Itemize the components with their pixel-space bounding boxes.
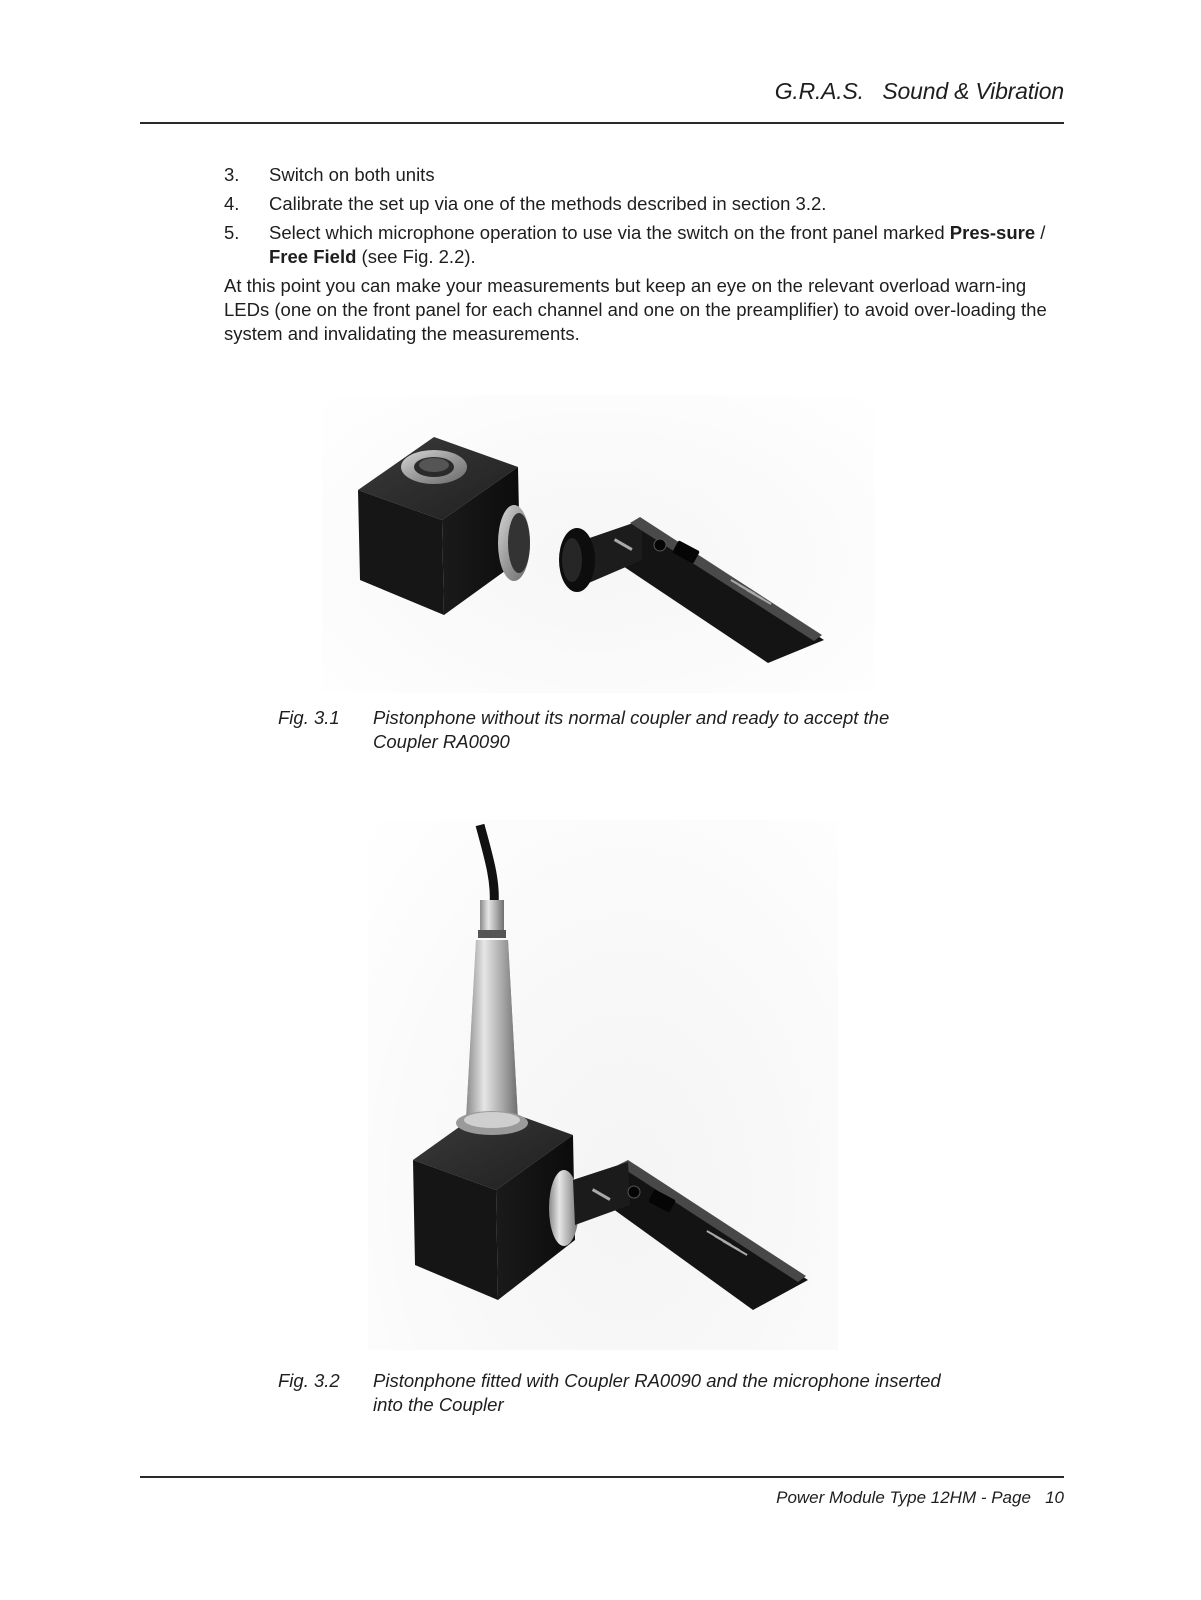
step-text: Calibrate the set up via one of the methods described in section 3.2. — [269, 193, 827, 214]
step-number: 3. — [224, 164, 240, 185]
step-text-part: (see Fig. 2.2). — [356, 246, 476, 267]
list-item — [224, 221, 1054, 269]
figure-caption-text: Pistonphone without its normal coupler and ready to accept the Coupler RA0090 — [373, 707, 890, 752]
footer-rule — [140, 1476, 1064, 1478]
steps-list — [224, 163, 1054, 274]
step-number: 4. — [224, 193, 240, 214]
figure-caption-text: Pistonphone fitted with Coupler RA0090 and the microphone inserted into the Coupler — [373, 1370, 941, 1415]
page-footer: Power Module Type 12HM - Page 10 — [776, 1488, 1064, 1507]
header-title: G.R.A.S. Sound & Vibration — [774, 78, 1064, 104]
step-text: Switch on both units — [269, 164, 435, 185]
figure-label: Fig. 3.1 — [278, 707, 340, 728]
bold-term-free-field: Free Field — [269, 246, 357, 267]
bold-term-pressure: Pres-sure — [949, 222, 1036, 243]
figure-3-2-photo — [368, 820, 838, 1350]
list-item — [224, 163, 1054, 187]
header-rule — [140, 122, 1064, 124]
body-paragraph: At this point you can make your measurements but keep an eye on the relevant overload warn-ing LEDs (one on the front panel for each channel and one on the preamplifier) to avoid over-loading the system and invalidating the measurements. — [224, 275, 1047, 344]
figure-3-2-caption — [278, 1369, 943, 1417]
figure-3-1-caption — [278, 706, 943, 754]
step-text-part: Select which microphone operation to use via the switch on the front panel marked — [269, 222, 950, 243]
figure-3-1-photo — [322, 395, 874, 693]
list-item — [224, 192, 1054, 216]
figure-label: Fig. 3.2 — [278, 1370, 340, 1391]
pistonphone-with-coupler-and-microphone-illustration — [368, 820, 838, 1350]
step-number: 5. — [224, 222, 240, 243]
step-text-separator: / — [1035, 222, 1046, 243]
pistonphone-without-coupler-illustration — [322, 395, 874, 693]
step-text — [269, 221, 1054, 269]
